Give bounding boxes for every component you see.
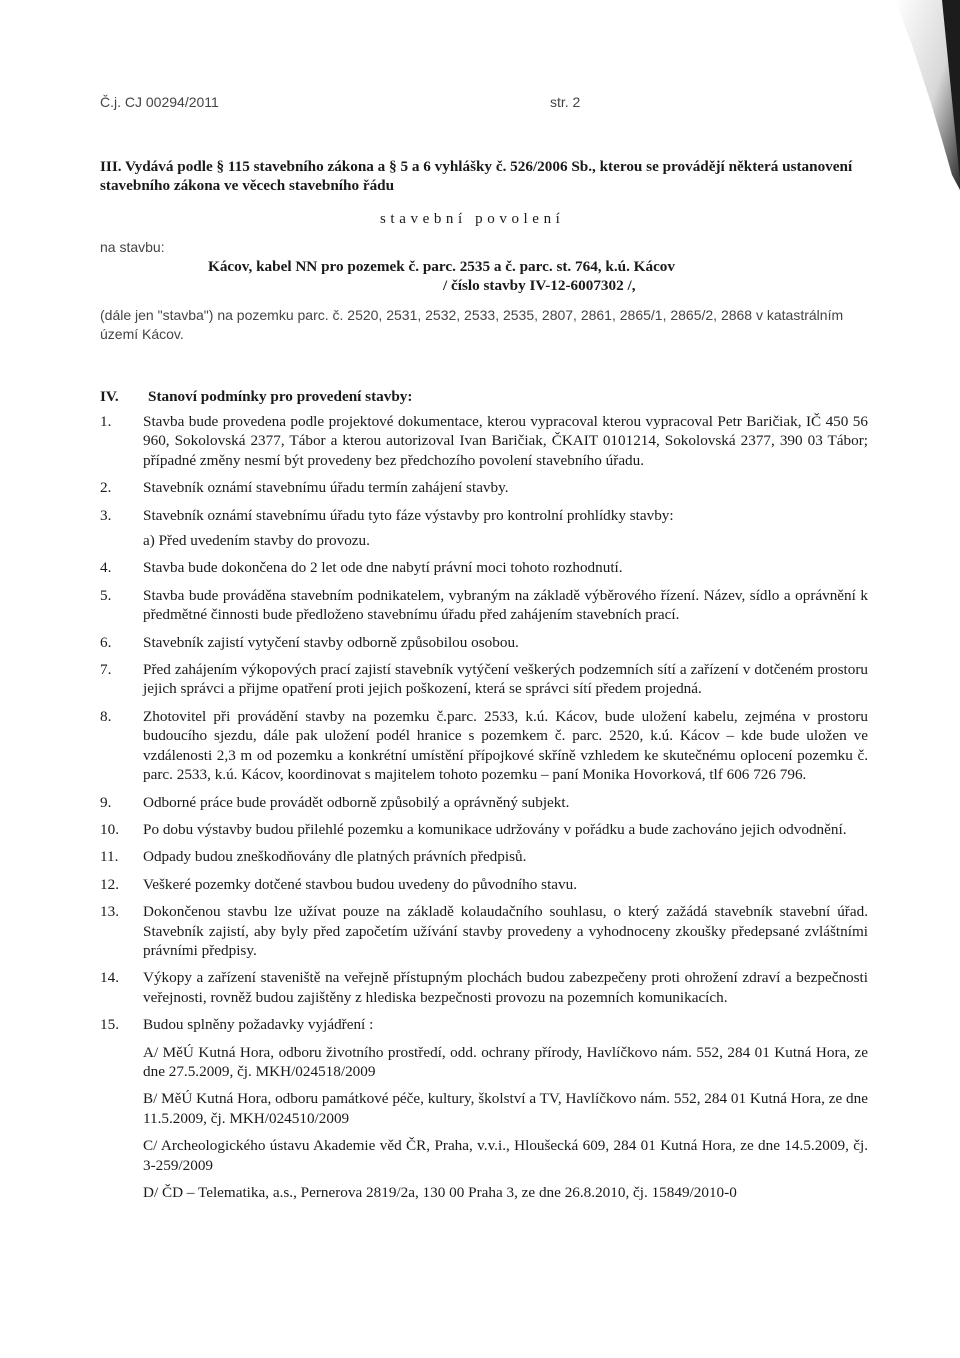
condition-text: Stavebník oznámí stavebnímu úřadu tyto fáze výstavby pro kontrolní prohlídky stavby: <box>143 506 674 524</box>
condition-text: Dokončenou stavbu lze užívat pouze na základě kolaudačního souhlasu, o který zažádá stavebník stavební úřad. Stavebník zajistí, aby byly před započetím užívání stavby provedeny a vyhodnoceny zkoušky předepsané zvláštními právními předpisy. <box>143 903 868 959</box>
condition-number: 15. <box>100 1016 119 1034</box>
condition-subitem: a) Před uvedením stavby do provozu. <box>143 532 370 550</box>
condition-text: Před zahájením výkopových prací zajistí stavebník vytýčení veškerých podzemních sítí a zařízení v dotčeném prostoru jejich správci a přijme opatření proti jejich poškození, která se správci sítí předem projedná. <box>143 661 868 698</box>
condition-item <box>100 506 868 551</box>
conditions-list <box>100 412 868 1210</box>
condition-number: 10. <box>100 820 119 838</box>
page-number: str. 2 <box>550 94 581 110</box>
section-iv-title: Stanoví podmínky pro provedení stavby: <box>148 388 413 405</box>
condition-number: 11. <box>100 848 119 866</box>
condition-item <box>100 793 868 812</box>
project-line-2: / číslo stavby IV-12-6007302 /, <box>443 277 636 294</box>
condition-text: Stavba bude dokončena do 2 let ode dne nabytí právní moci tohoto rozhodnutí. <box>143 559 623 577</box>
condition-number: 14. <box>100 969 119 987</box>
condition-text: Veškeré pozemky dotčené stavbou budou uvedeny do původního stavu. <box>143 875 578 893</box>
condition-item <box>100 707 868 785</box>
condition-item <box>100 558 868 577</box>
parcel-list: (dále jen "stavba") na pozemku parc. č. 2520, 2531, 2532, 2533, 2535, 2807, 2861, 2865/1, 2865/2, 2868 v katastrálním území Kácov. <box>100 307 844 342</box>
condition-number: 2. <box>100 479 112 497</box>
condition-number: 13. <box>100 903 119 921</box>
condition-number: 9. <box>100 793 112 811</box>
condition-text: Po dobu výstavby budou přilehlé pozemku a komunikace udržovány v pořádku a bude zachováno jejich odvodnění. <box>143 820 847 838</box>
condition-text: Stavebník zajistí vytyčení stavby odborně způsobilou osobou. <box>143 633 519 651</box>
condition-item <box>100 412 868 470</box>
project-line-1: Kácov, kabel NN pro pozemek č. parc. 2535 a č. parc. st. 764, k.ú. Kácov <box>208 258 675 275</box>
project-description <box>208 257 828 295</box>
permit-title: stavební povolení <box>380 211 565 227</box>
condition-text: Budou splněny požadavky vyjádření : <box>143 1016 374 1034</box>
section-iii-text <box>100 157 880 195</box>
requirement-statement: C/ Archeologického ústavu Akademie věd ČR, Praha, v.v.i., Hloušecká 609, 284 01 Kutná Hora, ze dne 14.5.2009, čj. 3-259/2009 <box>143 1137 868 1174</box>
condition-text: Stavba bude provedena podle projektové dokumentace, kterou vypracoval kterou vypracoval Petr Baričiak, IČ 450 56 960, Sokolovská 2377, Tábor a kterou autorizoval Ivan Baričiak, ČKAIT 0101214, Sokolovská 2377, 390 03 Tábor; případné změny nesmí být provedeny bez předchozího povolení stavebního úřadu. <box>143 413 868 469</box>
condition-text: Odborné práce bude provádět odborně způsobilý a oprávněný subjekt. <box>143 793 570 811</box>
condition-item <box>100 478 868 497</box>
condition-item <box>100 902 868 960</box>
condition-number: 12. <box>100 875 119 893</box>
condition-number: 5. <box>100 586 112 604</box>
condition-item <box>100 586 868 625</box>
condition-text: Stavebník oznámí stavebnímu úřadu termín zahájení stavby. <box>143 479 509 497</box>
requirement-statement: D/ ČD – Telematika, a.s., Pernerova 2819/2a, 130 00 Praha 3, ze dne 26.8.2010, čj. 15849/2010-0 <box>143 1184 737 1201</box>
requirement-statement: A/ MěÚ Kutná Hora, odboru životního prostředí, odd. ochrany přírody, Havlíčkovo nám. 552, 284 01 Kutná Hora, ze dne 27.5.2009, čj. MKH/024518/2009 <box>143 1043 868 1080</box>
requirement-statement: B/ MěÚ Kutná Hora, odboru památkové péče, kultury, školství a TV, Havlíčkovo nám. 552, 284 01 Kutná Hora, ze dne 11.5.2009, čj. MKH/024510/2009 <box>143 1090 868 1127</box>
stavbu-label: na stavbu: <box>100 239 165 255</box>
condition-number: 1. <box>100 413 112 430</box>
section-iv-number: IV. <box>100 388 119 405</box>
condition-item <box>100 633 868 652</box>
condition-number: 3. <box>100 506 112 524</box>
condition-text: Stavba bude prováděna stavebním podnikatelem, vybraným na základě výběrového řízení. Název, sídlo a oprávnění k předmětné činnosti bude předloženo stavebnímu úřadu před zahájením stavebních prací. <box>143 586 868 624</box>
section-iii-heading: III. Vydává podle § 115 stavebního zákona a § 5 a 6 vyhlášky č. 526/2006 Sb., kterou se provádějí některá ustanovení stavebního zákona ve věcech stavebního řádu <box>100 158 853 194</box>
condition-item <box>100 875 868 894</box>
condition-item <box>100 1015 868 1202</box>
document-reference: Č.j. CJ 00294/2011 <box>100 94 219 110</box>
condition-number: 6. <box>100 633 112 651</box>
condition-text: Zhotovitel při provádění stavby na pozemku č.parc. 2533, k.ú. Kácov, bude uložení kabelu, zejména v prostoru budoucího sjezdu, dále pak uložení podél hranice s pozemkem č. parc. 2520, k.ú. Kácov – kde bude uložen ve vzdálenosti 2,3 m od pozemku a konkrétní umístění přípojkové skříně vzhledem ke skutečnému oplocení pozemku č. parc. 2533, k.ú. Kácov, koordinovat s majitelem tohoto pozemku – paní Monika Hovorková, tlf 606 726 796. <box>143 707 868 784</box>
condition-item <box>100 847 868 866</box>
condition-text: Odpady budou zneškodňovány dle platných právních předpisů. <box>143 848 527 866</box>
condition-number: 8. <box>100 707 112 725</box>
condition-item <box>100 968 868 1007</box>
condition-number: 7. <box>100 661 112 679</box>
section-iv-heading <box>100 387 412 406</box>
condition-text: Výkopy a zařízení staveniště na veřejně přístupným plochách budou zabezpečeny proti ohrožení zdraví a bezpečnosti veřejnosti, rovněž budou zajištěny z hlediska bezpečnosti provozu na pozemních komunikacích. <box>143 969 868 1006</box>
condition-item <box>100 820 868 839</box>
condition-number: 4. <box>100 559 112 577</box>
condition-item <box>100 660 868 699</box>
